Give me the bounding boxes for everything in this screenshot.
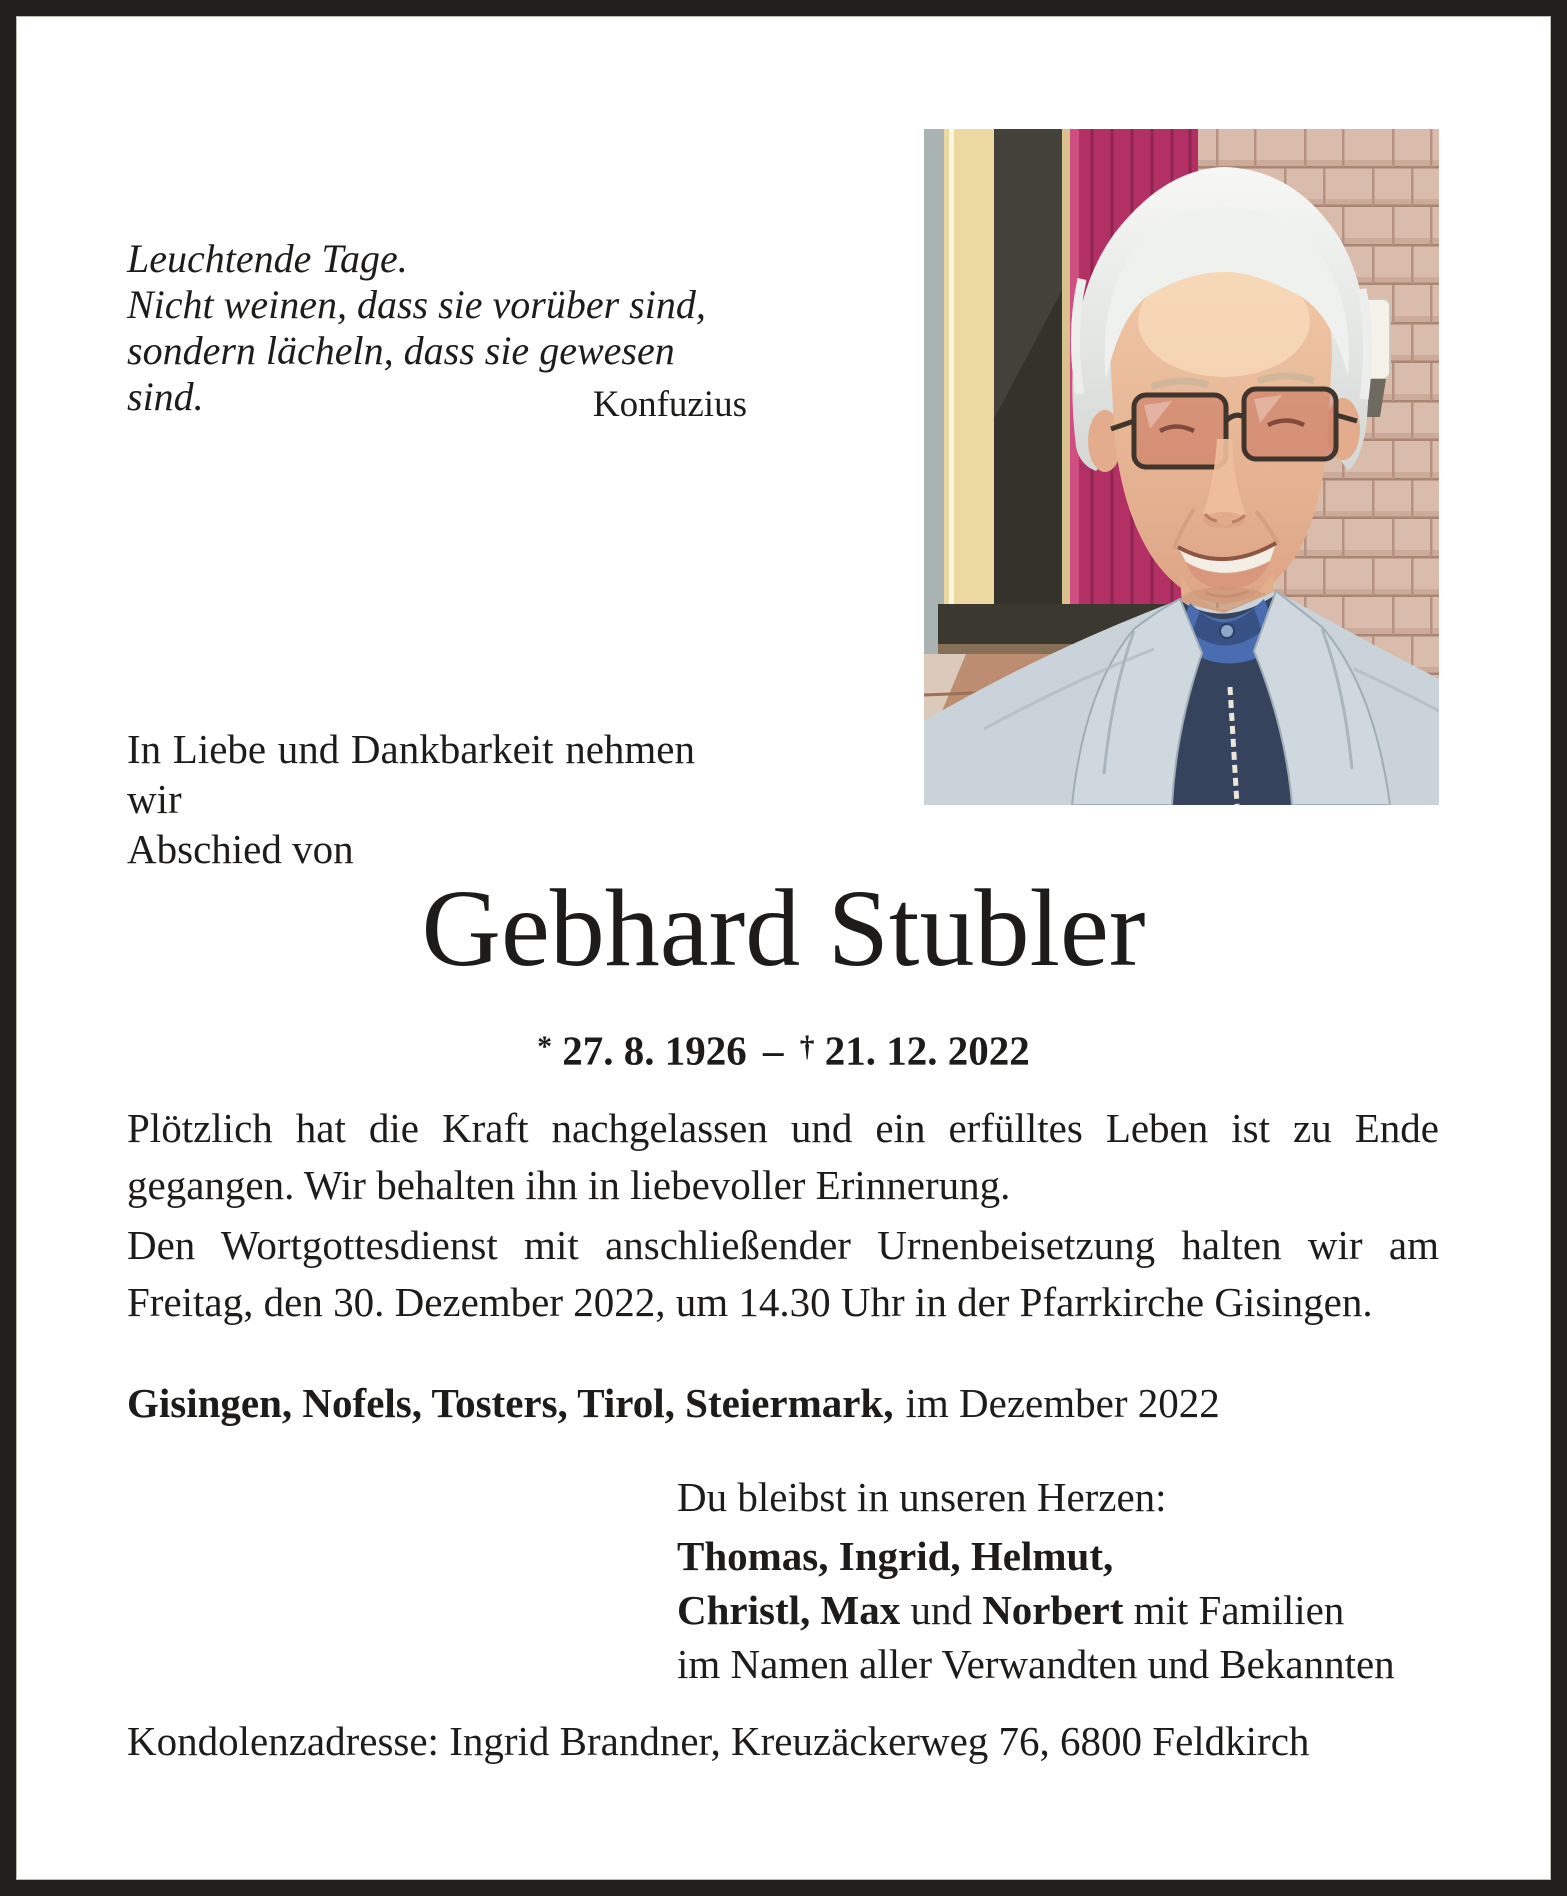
condolence-address: Kondolenzadresse: Ingrid Brandner, Kreuzäckerweg 76, 6800 Feldkirch — [127, 1718, 1310, 1764]
portrait-photo — [924, 129, 1439, 805]
farewell-heading: Du bleibst in unseren Herzen: — [677, 1474, 1167, 1520]
obituary-paragraph-line-2: gegangen. Wir behalten ihn in liebevoller Erinnerung. — [127, 1162, 1011, 1208]
family-names-regular: mit Familien — [1123, 1587, 1345, 1633]
family-names-line-1: Thomas, Ingrid, Helmut, — [677, 1533, 1114, 1579]
obituary-paragraph-line-1: Plötzlich hat die Kraft nachgelassen und ein erfülltes Leben ist zu Ende — [127, 1105, 1439, 1151]
death-date: 21. 12. 2022 — [824, 1027, 1030, 1074]
quote-line: sondern lächeln, dass sie gewesen sind. — [127, 328, 675, 419]
life-dates — [16, 1022, 1551, 1075]
family-names-bold: Norbert — [982, 1587, 1124, 1633]
service-paragraph-line-2: Freitag, den 30. Dezember 2022, um 14.30 Uhr in der Pfarrkirche Gisingen. — [127, 1279, 1373, 1325]
birth-date: 27. 8. 1926 — [562, 1027, 747, 1074]
family-names-bold: Christl, Max — [677, 1587, 901, 1633]
dates-separator: – — [763, 1027, 784, 1074]
places-bold: Gisingen, Nofels, Tosters, Tirol, Steiermark, — [127, 1380, 894, 1426]
portrait-photo-image — [924, 129, 1439, 805]
places-line — [127, 1378, 1439, 1428]
intro-text — [127, 724, 695, 874]
quote-line: Leuchtende Tage. — [127, 236, 408, 281]
service-paragraph-line-1: Den Wortgottesdienst mit anschließender Urnenbeisetzung halten wir am — [127, 1222, 1439, 1268]
quote-line: Nicht weinen, dass sie vorüber sind, — [127, 282, 706, 327]
places-date: im Dezember 2022 — [905, 1380, 1220, 1426]
service-paragraph — [127, 1217, 1439, 1331]
birth-symbol: * — [537, 1031, 552, 1063]
intro-line-2: Abschied von — [127, 826, 354, 872]
family-names-line-2 — [677, 1583, 1457, 1637]
deceased-name: Gebhard Stubler — [421, 867, 1146, 989]
family-names-line-3: im Namen aller Verwandten und Bekannten — [677, 1641, 1395, 1687]
farewell-block — [677, 1470, 1457, 1691]
family-names-regular: und — [900, 1587, 983, 1633]
intro-line-1: In Liebe und Dankbarkeit nehmen wir — [127, 726, 695, 822]
death-symbol: † — [799, 1031, 815, 1063]
obituary-paragraph — [127, 1100, 1439, 1214]
quote-attribution: Konfuzius — [592, 384, 747, 425]
